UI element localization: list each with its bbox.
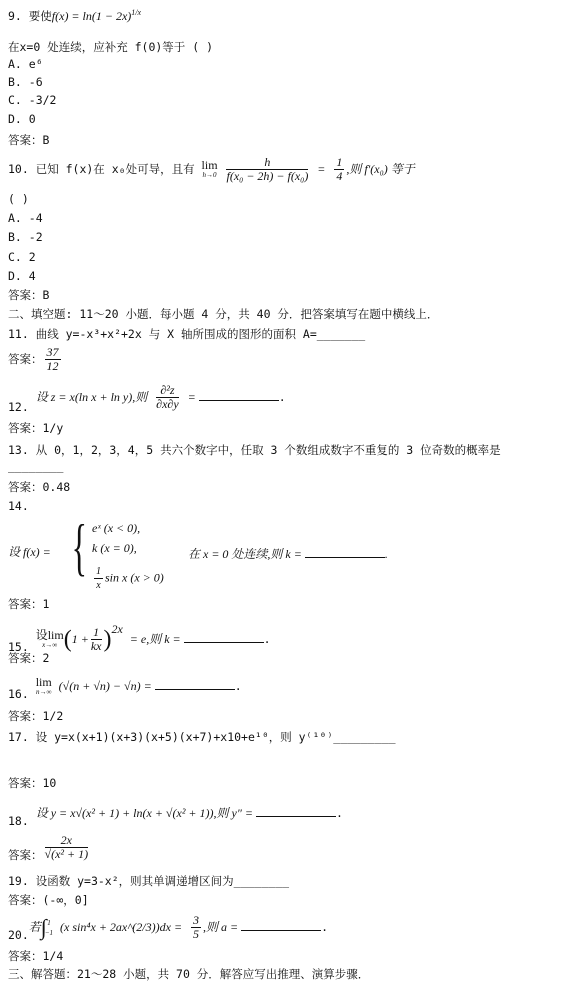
q14-brace: { [71, 511, 88, 582]
q15-fraction [91, 626, 102, 653]
q14-piece-1: eˣ (x < 0), [92, 521, 141, 535]
q14-number: 14. [8, 499, 29, 513]
q15-equation: = e,则 k = [129, 632, 181, 646]
q18-answer-den: √(x² + 1) [44, 847, 89, 861]
q16-blank [155, 688, 235, 690]
q17-answer: 答案：10 [8, 776, 57, 790]
q16-answer: 答案：1/2 [8, 709, 64, 723]
q9-stem [8, 6, 141, 23]
q13-answer: 答案：0.48 [8, 480, 71, 494]
q10-paren: ( ) [8, 192, 29, 206]
q11-answer [8, 346, 63, 373]
q10-option-c: C. 2 [8, 250, 36, 264]
q17-stem: 17. 设 y=x(x+1)(x+3)(x+5)(x+7)+x10+e¹⁰，则 y⁽¹⁰⁾_________ [8, 730, 396, 744]
q20-blank [241, 929, 321, 931]
q10-lim-word: lim [201, 157, 218, 172]
q10-option-d: D. 4 [8, 269, 36, 283]
q11-answer-num: 37 [46, 345, 59, 359]
q10-answer: 答案：B [8, 288, 50, 302]
q19-stem: 19. 设函数 y=3-x²，则其单调递增区间为________ [8, 874, 290, 888]
q10-frac-num: h [226, 156, 308, 170]
q13-blank: ________ [8, 459, 64, 473]
q12-answer: 答案：1/y [8, 421, 64, 435]
q20-integrand: (x sin⁴x + 2ax^(2/3))dx = [60, 920, 183, 934]
section3-heading: 三、解答题：21～28 小题，共 70 分．解答应写出推理、演算步骤． [8, 967, 370, 981]
q9-exponent: 1/x [131, 8, 142, 17]
q12-frac-num: ∂²z [156, 384, 179, 398]
q9-formula [52, 9, 141, 23]
q10-rhs-num: 1 [336, 155, 343, 169]
q15-inner: 1 + [71, 632, 89, 646]
q20-number: 20. [8, 928, 29, 942]
q20-rhs-num: 3 [193, 913, 199, 927]
q10-option-b: B. -2 [8, 230, 43, 244]
q14-piece-2: k (x = 0), [92, 541, 137, 555]
q19-answer: 答案：(-∞，0] [8, 893, 89, 907]
q18-answer-fraction [45, 834, 89, 861]
q12-text: 设 z = x(ln x + ln y),则 [35, 390, 148, 404]
q12-stem: 12. 设 z = x(ln x + ln y),则 $\frac{\text{∂²z}}{\partial x\partial y}$ = . [8, 383, 286, 414]
q10-frac-den: f(x₀ − 2h) − f(x₀) [226, 169, 309, 183]
q9-formula-text: f(x) = ln(1 − 2x) [51, 9, 132, 23]
q14-tail: 在 x = 0 处连续,则 k = . [188, 547, 388, 561]
q15-frac-den: kx [90, 639, 102, 653]
q16-stem: 16. lim n→∞ (√(n + √n) − √n) = . [8, 674, 242, 701]
q10-equals: = [317, 162, 326, 176]
q18-answer [8, 833, 90, 869]
q18-text: 设 y = x√(x² + 1) + ln(x + √(x² + 1)),则 y″ = [35, 806, 253, 820]
q15-lim-sub: x→∞ [42, 640, 58, 649]
q12-frac-den: ∂x∂y [156, 397, 179, 411]
q12-number: 12. [8, 400, 29, 414]
q20-text-b: ,则 a = [203, 920, 239, 934]
q16-lim-sub: n→∞ [35, 687, 52, 696]
q16-number: 16. [8, 687, 29, 701]
q20-rhs-den: 5 [193, 927, 199, 941]
q18-blank [256, 815, 336, 817]
q9-answer: 答案：B [8, 133, 50, 147]
q9-option-c: C. -3/2 [8, 93, 57, 107]
q10-prefix: 10. 已知 f(x)在 x₀处可导，且有 [8, 162, 195, 176]
q9-line2: 在x=0 处连续，应补充 f(0)等于 ( ) [8, 40, 214, 54]
q20-answer: 答案：1/4 [8, 949, 64, 963]
q15-rparen: ) [103, 626, 112, 653]
q16-expression: (√(n + √n) − √n) = [58, 679, 152, 693]
q14-piece-3 [92, 565, 164, 592]
q15-number: 15. [8, 640, 29, 654]
q11-answer-label: 答案： [8, 352, 43, 366]
q9-option-b: B. -6 [8, 75, 43, 89]
q18-number: 18. [8, 814, 29, 828]
q14-lead: 设 f(x) = [8, 545, 51, 559]
q10-suffix: ,则 f′(x₀) 等于 [346, 162, 415, 176]
q15-blank [184, 641, 264, 643]
q10-stem [8, 156, 415, 183]
q15-limit [35, 627, 64, 650]
q12-blank [199, 399, 279, 401]
q9-option-d: D. 0 [8, 112, 36, 126]
q15-frac-num: 1 [91, 626, 102, 640]
q14-blank [305, 556, 385, 558]
q15-lim-word: 设lim [35, 627, 64, 642]
q11-answer-den: 12 [46, 359, 59, 373]
q14-piece-3-text: sin x (x > 0) [105, 570, 164, 585]
q10-option-a: A. -4 [8, 211, 43, 225]
q16-lim-word: lim [35, 674, 52, 689]
q15-stem: 15. 设lim x→∞ (1 + $\frac{1}{kx}$ )$^{2x}$ = e,则 k = . [8, 622, 271, 654]
q10-fraction [226, 156, 308, 183]
q15-answer: 答案：2 [8, 651, 50, 665]
q9-option-a: A. e⁶ [8, 57, 43, 71]
q14-tail-text: 在 x = 0 处连续,则 k = [188, 547, 302, 561]
q20-stem: 20.若∫ 1 −1 (x sin⁴x + 2ax^(2/3))dx = $\frac{3}{5}$ ,则 a = . [8, 913, 329, 942]
q10-limit [201, 157, 218, 180]
q12-equals: = [187, 390, 196, 404]
q14-answer: 答案：1 [8, 597, 50, 611]
q20-text-a: 若 [28, 920, 41, 934]
q11-stem: 11. 曲线 y=-x³+x²+2x 与 X 轴所围成的图形的面积 A=_______ [8, 327, 366, 341]
q15-power: 2x [111, 622, 123, 636]
q16-limit [35, 674, 52, 697]
q20-int-limits: 1 −1 [44, 918, 54, 937]
q20-rhs-fraction [191, 914, 201, 941]
q18-answer-label: 答案： [8, 848, 43, 862]
q10-rhs-fraction [334, 156, 344, 183]
q13-stem: 13. 从 0，1，2，3，4，5 共六个数字中，任取 3 个数组成数字不重复的 3 位奇数的概率是 [8, 443, 501, 457]
section2-heading: 二、填空题: 11～20 小题．每小题 4 分，共 40 分．把答案填写在题中横线上． [8, 307, 439, 321]
q12-fraction [156, 384, 179, 411]
q9-prefix: 9. 要使 [8, 9, 52, 23]
q11-answer-fraction [45, 346, 61, 373]
q14-piece-3-frac: $\frac{1}{x}$ [96, 566, 101, 591]
q10-lim-sub: h→0 [202, 170, 217, 179]
q20-integral-sign: ∫ [40, 914, 47, 940]
q18-answer-num: 2x [45, 834, 89, 848]
q10-rhs-den: 4 [336, 169, 343, 183]
q15-lparen: ( [63, 626, 72, 653]
q18-stem: 18. 设 y = x√(x² + 1) + ln(x + √(x² + 1)),则 y″ = . [8, 806, 343, 828]
q14-piecewise [8, 511, 448, 591]
